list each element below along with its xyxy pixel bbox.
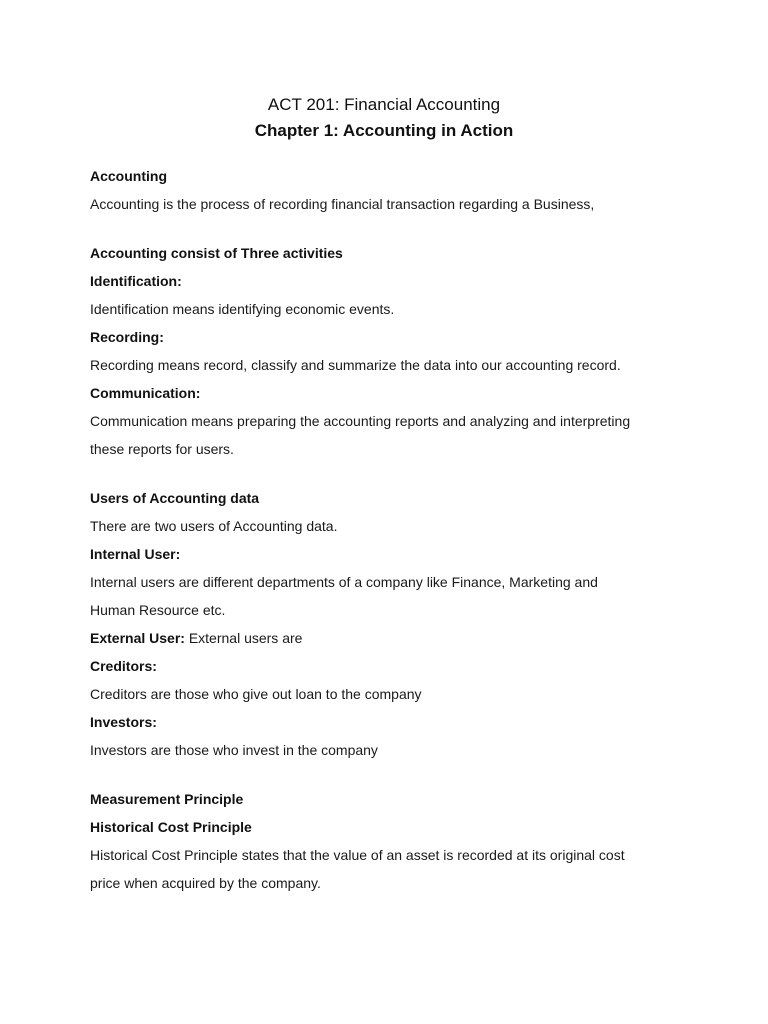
internal-user-text-line-1: Internal users are different departments of a company like Finance, Marketing and	[90, 574, 598, 590]
accounting-definition: Accounting is the process of recording financial transaction regarding a Business,	[90, 196, 595, 212]
title-block	[0, 92, 768, 144]
section-spacer	[90, 463, 690, 484]
investors-label: Investors:	[90, 714, 157, 730]
identification-text: Identification means identifying economic events.	[90, 301, 395, 317]
users-heading: Users of Accounting data	[90, 490, 260, 506]
document-body	[90, 162, 690, 897]
creditors-text: Creditors are those who give out loan to the company	[90, 686, 422, 702]
identification-label: Identification:	[90, 273, 182, 289]
internal-user-text-line-2: Human Resource etc.	[90, 602, 226, 618]
recording-text: Recording means record, classify and summarize the data into our accounting record.	[90, 357, 621, 373]
course-title: ACT 201: Financial Accounting	[267, 95, 501, 114]
activities-heading: Accounting consist of Three activities	[90, 245, 343, 261]
section-spacer	[90, 218, 690, 239]
chapter-title: Chapter 1: Accounting in Action	[254, 121, 514, 140]
recording-label: Recording:	[90, 329, 164, 345]
internal-user-label: Internal User:	[90, 546, 181, 562]
communication-label: Communication:	[90, 385, 201, 401]
users-intro: There are two users of Accounting data.	[90, 518, 338, 534]
communication-text-line-2: these reports for users.	[90, 441, 234, 457]
external-user-text: External users are	[184, 630, 303, 646]
investors-text: Investors are those who invest in the company	[90, 742, 378, 758]
communication-text-line-1: Communication means preparing the accounting reports and analyzing and interpreting	[90, 413, 631, 429]
historical-cost-text-line-2: price when acquired by the company.	[90, 875, 321, 891]
measurement-heading: Measurement Principle	[90, 791, 244, 807]
external-user-label: External User:	[90, 630, 185, 646]
accounting-heading: Accounting	[90, 168, 167, 184]
historical-cost-text-line-1: Historical Cost Principle states that the value of an asset is recorded at its original cost	[90, 847, 625, 863]
external-user-line	[90, 624, 690, 652]
historical-cost-label: Historical Cost Principle	[90, 819, 252, 835]
creditors-label: Creditors:	[90, 658, 157, 674]
section-spacer	[90, 764, 690, 785]
